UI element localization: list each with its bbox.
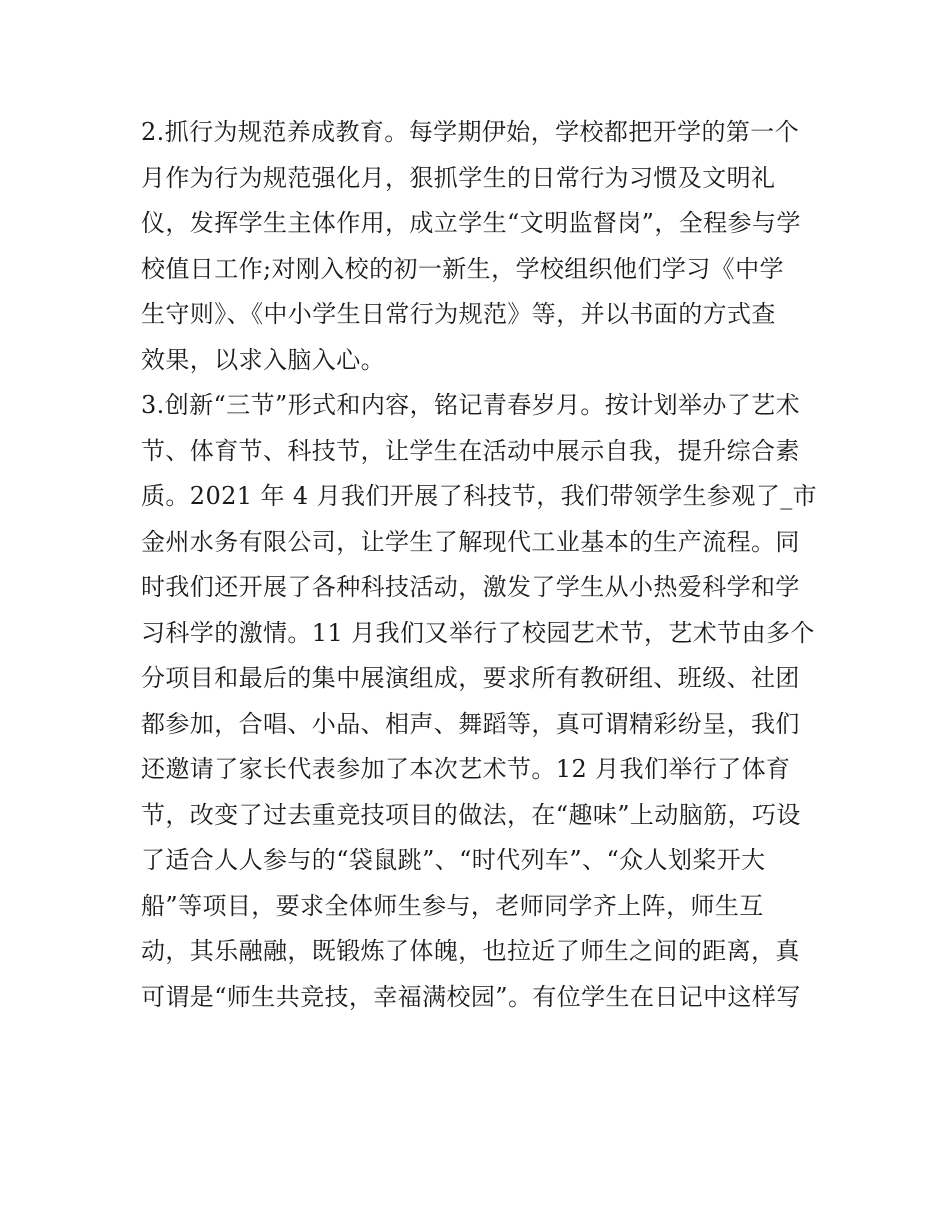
text-line: 船”等项目，要求全体师生参与，老师同学齐上阵，师生互 — [141, 891, 764, 920]
text-line: 节、体育节、科技节，让学生在活动中展示自我，提升综合素 — [141, 436, 800, 465]
text-line: 2.抓行为规范养成教育。每学期伊始，学校都把开学的第一个 — [141, 118, 800, 146]
text-line: 了适合人人参与的“袋鼠跳”、“时代列车”、“众人划桨开大 — [141, 846, 766, 874]
text-line: 分项目和最后的集中展演组成，要求所有教研组、班级、社团 — [141, 664, 800, 692]
text-line: 生守则》、《中小学生日常行为规范》等，并以书面的方式查 — [141, 300, 776, 328]
text-line: 仪，发挥学生主体作用，成立学生“文明监督岗”，全程参与学 — [141, 209, 801, 237]
text-line: 时我们还开展了各种科技活动，激发了学生从小热爱科学和学 — [141, 573, 800, 601]
text-line: 动，其乐融融，既锻炼了体魄，也拉近了师生之间的距离，真 — [141, 937, 800, 965]
text-line: 质。2021 年 4 月我们开展了科技节，我们带领学生参观了_市 — [141, 482, 818, 510]
text-line: 可谓是“师生共竞技，幸福满校园”。有位学生在日记中这样写 — [141, 982, 801, 1011]
text-line: 金州水务有限公司，让学生了解现代工业基本的生产流程。同 — [141, 527, 800, 556]
text-line: 习科学的激情。11 月我们又举行了校园艺术节，艺术节由多个 — [141, 618, 815, 647]
text-line: 月作为行为规范强化月，狠抓学生的日常行为习惯及文明礼 — [141, 163, 776, 192]
text-line: 还邀请了家长代表参加了本次艺术节。12 月我们举行了体育 — [141, 755, 791, 783]
text-line: 校值日工作;对刚入校的初一新生，学校组织他们学习《中学 — [141, 254, 784, 283]
text-line: 节，改变了过去重竞技项目的做法，在“趣味”上动脑筋，巧设 — [141, 800, 801, 829]
text-line: 都参加，合唱、小品、相声、舞蹈等，真可谓精彩纷呈，我们 — [141, 709, 800, 738]
text-line: 效果，以求入脑入心。 — [141, 345, 385, 374]
text-line: 3.创新“三节”形式和内容，铭记青春岁月。按计划举办了艺术 — [141, 391, 801, 419]
body-text — [141, 110, 821, 1020]
